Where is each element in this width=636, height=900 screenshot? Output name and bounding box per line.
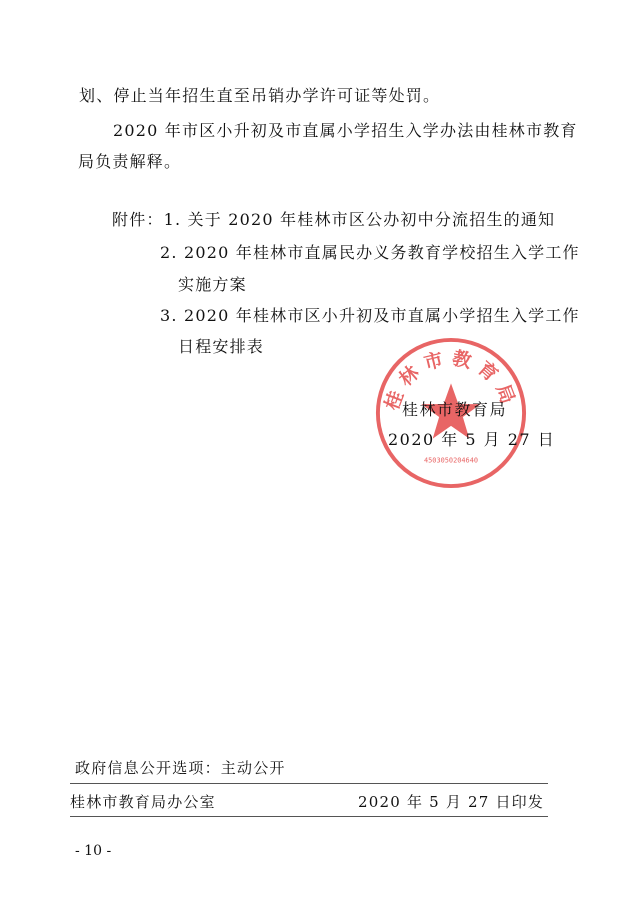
- body-paragraph-line: 划、停止当年招生直至吊销办学许可证等处罚。: [79, 86, 441, 105]
- page-number: - 10 -: [75, 843, 112, 859]
- attachment-line: 日程安排表: [178, 337, 265, 356]
- signing-organization: 桂林市教育局: [402, 400, 508, 419]
- attachment-line: 2. 2020 年桂林市直属民办义务教育学校招生入学工作: [160, 243, 580, 262]
- attachment-line: 实施方案: [178, 275, 247, 294]
- footer-divider: [70, 783, 548, 784]
- issuing-office: 桂林市教育局办公室: [70, 793, 216, 811]
- seal-serial: 4503050204640: [423, 456, 479, 465]
- body-paragraph-line: 2020 年市区小升初及市直属小学招生入学办法由桂林市教育: [113, 121, 578, 140]
- body-paragraph-line: 局负责解释。: [78, 152, 182, 171]
- signing-date: 2020 年 5 月 27 日: [388, 430, 556, 449]
- footer-divider: [70, 816, 548, 817]
- disclosure-option: 政府信息公开选项：主动公开: [75, 759, 286, 777]
- attachment-line: 附件：1. 关于 2020 年桂林市区公办初中分流招生的通知: [112, 210, 556, 229]
- print-date: 2020 年 5 月 27 日印发: [358, 793, 545, 811]
- attachment-line: 3. 2020 年桂林市区小升初及市直属小学招生入学工作: [160, 306, 580, 325]
- seal-text-path: 桂林市教育局: [380, 346, 522, 414]
